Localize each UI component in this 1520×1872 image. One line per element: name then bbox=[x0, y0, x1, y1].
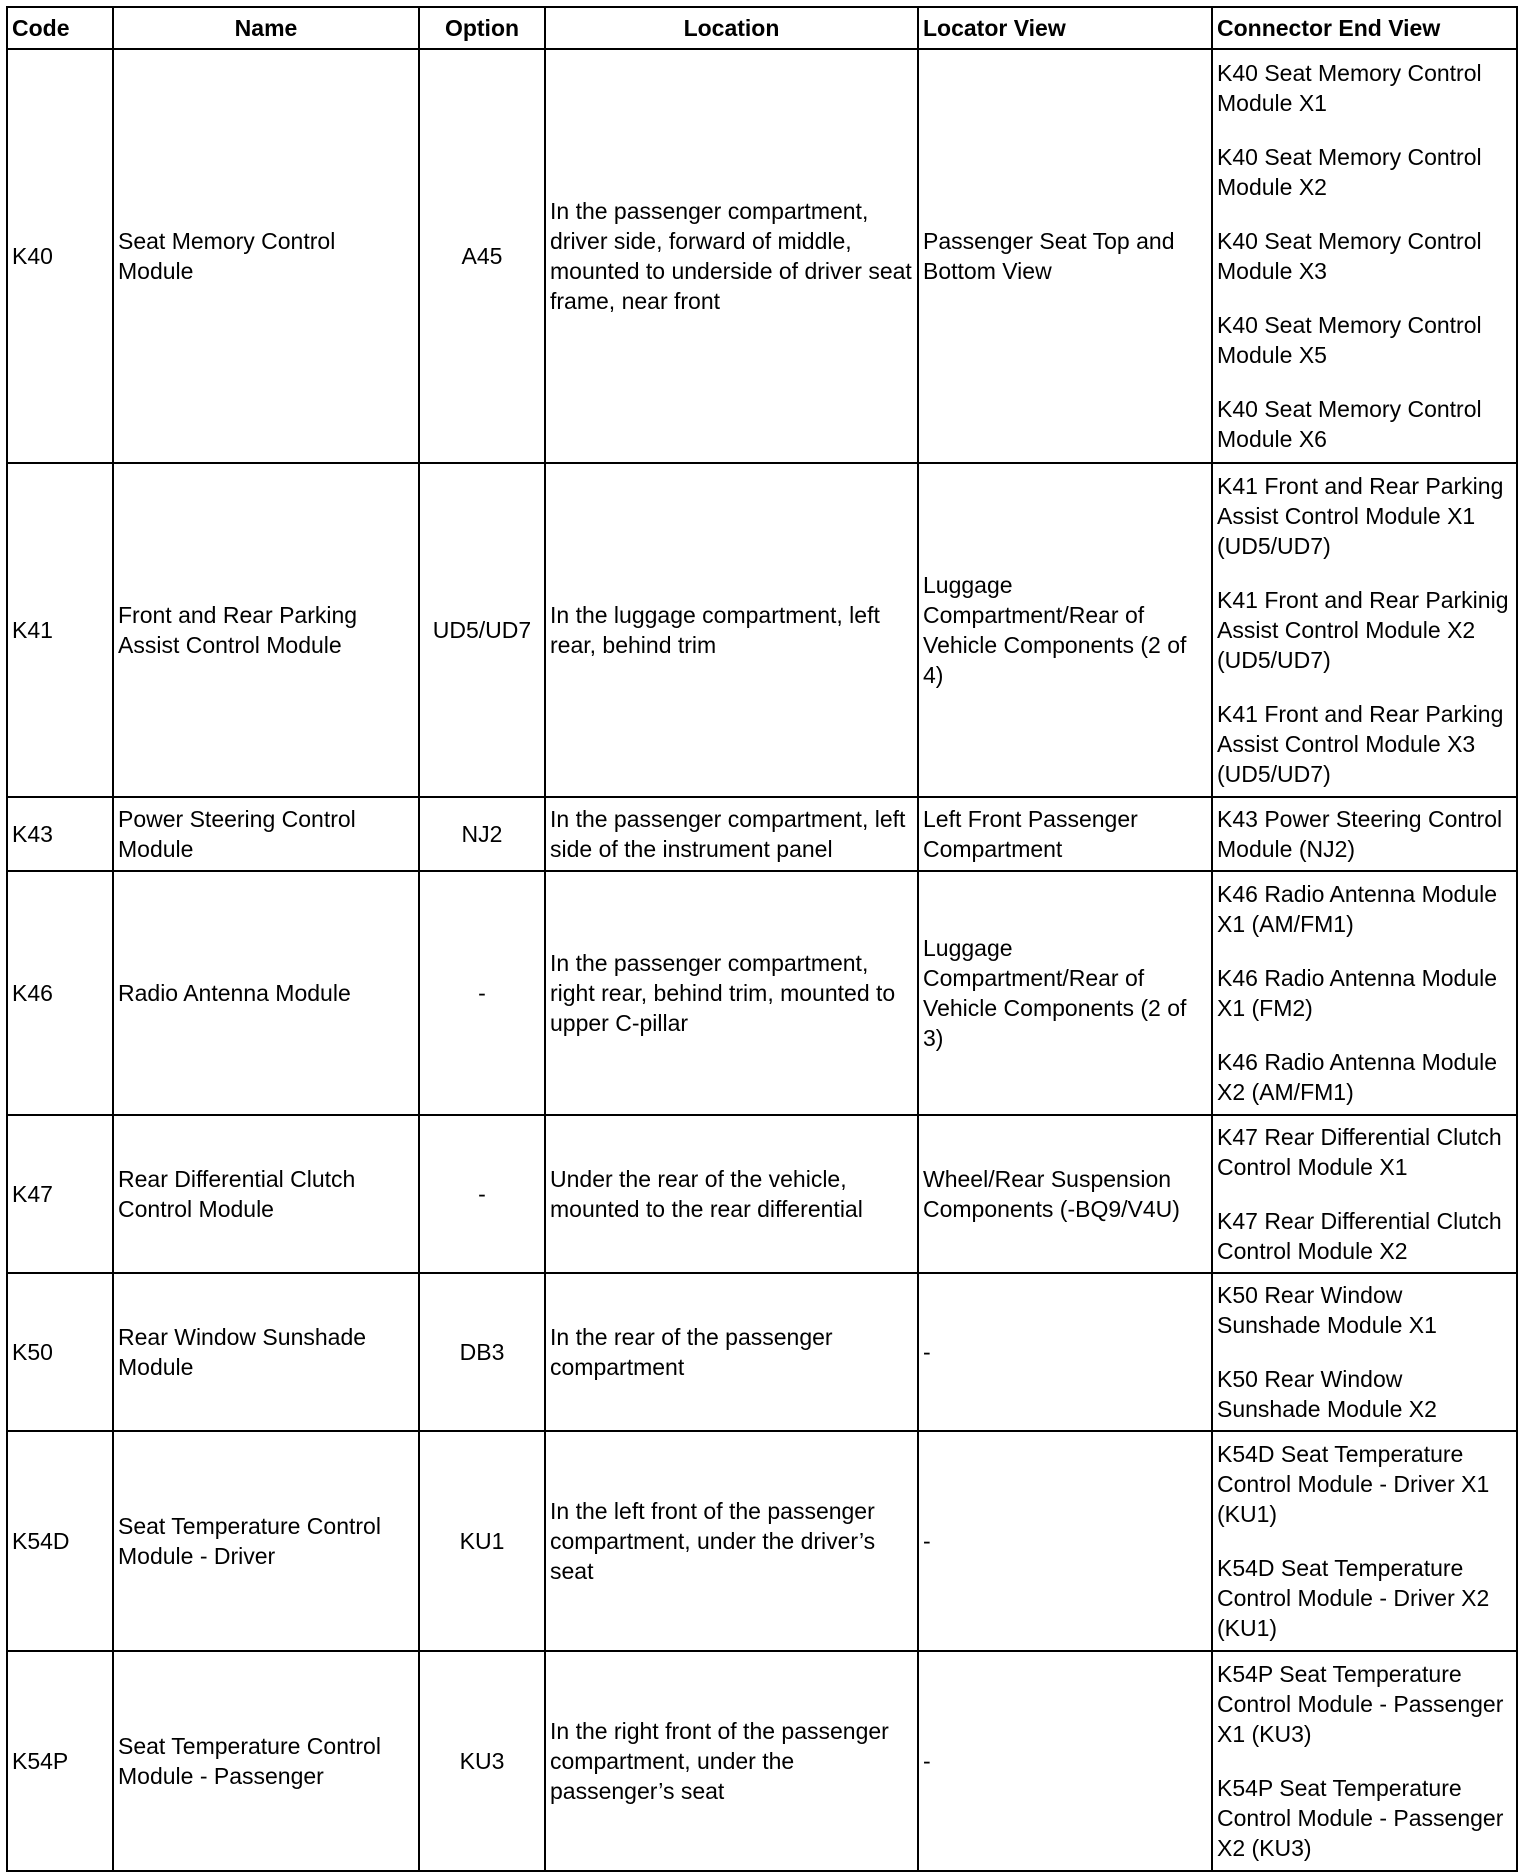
connector-item: K41 Front and Rear Parking Assist Control Module X1 (UD5/UD7) bbox=[1217, 473, 1504, 559]
connector-item: K40 Seat Memory Control Module X5 bbox=[1217, 312, 1482, 368]
cell-option: KU1 bbox=[419, 1431, 545, 1651]
cell-locator-view: Left Front Passenger Compartment bbox=[918, 797, 1212, 871]
connector-item: K50 Rear Window Sunshade Module X2 bbox=[1217, 1366, 1437, 1422]
header-row bbox=[7, 7, 1517, 49]
cell-connector-end-view bbox=[1212, 1431, 1517, 1651]
cell-location: In the rear of the passenger compartment bbox=[545, 1273, 918, 1431]
connector-item: K54D Seat Temperature Control Module - Driver X1 (KU1) bbox=[1217, 1441, 1490, 1527]
connector-item: K46 Radio Antenna Module X1 (AM/FM1) bbox=[1217, 881, 1498, 937]
connector-item: K47 Rear Differential Clutch Control Module X2 bbox=[1217, 1208, 1502, 1264]
cell-locator-view: Wheel/Rear Suspension Components (-BQ9/V4U) bbox=[918, 1115, 1212, 1273]
connector-item: K40 Seat Memory Control Module X1 bbox=[1217, 60, 1482, 116]
header-location: Location bbox=[545, 7, 918, 49]
table-row bbox=[7, 463, 1517, 797]
cell-name: Seat Memory Control Module bbox=[113, 49, 419, 463]
connector-item: K40 Seat Memory Control Module X2 bbox=[1217, 144, 1482, 200]
cell-locator-view: - bbox=[918, 1273, 1212, 1431]
table-row bbox=[7, 1115, 1517, 1273]
cell-option: KU3 bbox=[419, 1651, 545, 1871]
cell-code: K46 bbox=[7, 871, 113, 1115]
cell-locator-view: Luggage Compartment/Rear of Vehicle Components (2 of 3) bbox=[918, 871, 1212, 1115]
cell-name: Rear Window Sunshade Module bbox=[113, 1273, 419, 1431]
cell-code: K47 bbox=[7, 1115, 113, 1273]
connector-item: K46 Radio Antenna Module X2 (AM/FM1) bbox=[1217, 1049, 1498, 1105]
cell-code: K54P bbox=[7, 1651, 113, 1871]
connector-item: K46 Radio Antenna Module X1 (FM2) bbox=[1217, 965, 1498, 1021]
table-row bbox=[7, 871, 1517, 1115]
cell-option: A45 bbox=[419, 49, 545, 463]
connector-item: K54P Seat Temperature Control Module - Passenger X1 (KU3) bbox=[1217, 1661, 1504, 1747]
cell-code: K43 bbox=[7, 797, 113, 871]
table-row bbox=[7, 49, 1517, 463]
table-row bbox=[7, 1273, 1517, 1431]
cell-code: K40 bbox=[7, 49, 113, 463]
cell-locator-view: Passenger Seat Top and Bottom View bbox=[918, 49, 1212, 463]
cell-name: Seat Temperature Control Module - Passenger bbox=[113, 1651, 419, 1871]
cell-connector-end-view bbox=[1212, 797, 1517, 871]
table-row bbox=[7, 797, 1517, 871]
cell-location: In the left front of the passenger compartment, under the driver’s seat bbox=[545, 1431, 918, 1651]
cell-option: - bbox=[419, 1115, 545, 1273]
header-locator-view: Locator View bbox=[918, 7, 1212, 49]
cell-location: In the passenger compartment, right rear, behind trim, mounted to upper C-pillar bbox=[545, 871, 918, 1115]
cell-connector-end-view bbox=[1212, 49, 1517, 463]
connector-item: K41 Front and Rear Parkinig Assist Control Module X2 (UD5/UD7) bbox=[1217, 587, 1509, 673]
cell-connector-end-view bbox=[1212, 1651, 1517, 1871]
cell-connector-end-view bbox=[1212, 463, 1517, 797]
cell-option: NJ2 bbox=[419, 797, 545, 871]
cell-option: DB3 bbox=[419, 1273, 545, 1431]
cell-option: UD5/UD7 bbox=[419, 463, 545, 797]
connector-item: K47 Rear Differential Clutch Control Module X1 bbox=[1217, 1124, 1502, 1180]
cell-name: Radio Antenna Module bbox=[113, 871, 419, 1115]
connector-item: K54D Seat Temperature Control Module - Driver X2 (KU1) bbox=[1217, 1555, 1490, 1641]
connector-item: K41 Front and Rear Parking Assist Control Module X3 (UD5/UD7) bbox=[1217, 701, 1504, 787]
cell-code: K54D bbox=[7, 1431, 113, 1651]
cell-location: In the right front of the passenger compartment, under the passenger’s seat bbox=[545, 1651, 918, 1871]
connector-item: K40 Seat Memory Control Module X3 bbox=[1217, 228, 1482, 284]
connector-item: K40 Seat Memory Control Module X6 bbox=[1217, 396, 1482, 452]
cell-connector-end-view bbox=[1212, 1115, 1517, 1273]
cell-connector-end-view bbox=[1212, 1273, 1517, 1431]
cell-code: K41 bbox=[7, 463, 113, 797]
cell-code: K50 bbox=[7, 1273, 113, 1431]
cell-name: Front and Rear Parking Assist Control Module bbox=[113, 463, 419, 797]
header-code: Code bbox=[7, 7, 113, 49]
cell-option: - bbox=[419, 871, 545, 1115]
cell-location: In the passenger compartment, driver side, forward of middle, mounted to underside of driver seat frame, near front bbox=[545, 49, 918, 463]
connector-item: K50 Rear Window Sunshade Module X1 bbox=[1217, 1282, 1437, 1338]
cell-location: In the luggage compartment, left rear, behind trim bbox=[545, 463, 918, 797]
cell-locator-view: - bbox=[918, 1651, 1212, 1871]
table-row bbox=[7, 1651, 1517, 1871]
cell-locator-view: - bbox=[918, 1431, 1212, 1651]
cell-location: Under the rear of the vehicle, mounted to the rear differential bbox=[545, 1115, 918, 1273]
cell-connector-end-view bbox=[1212, 871, 1517, 1115]
cell-name: Seat Temperature Control Module - Driver bbox=[113, 1431, 419, 1651]
cell-name: Rear Differential Clutch Control Module bbox=[113, 1115, 419, 1273]
connector-item: K54P Seat Temperature Control Module - Passenger X2 (KU3) bbox=[1217, 1775, 1504, 1861]
header-connector-end-view: Connector End View bbox=[1212, 7, 1517, 49]
table-row bbox=[7, 1431, 1517, 1651]
cell-location: In the passenger compartment, left side of the instrument panel bbox=[545, 797, 918, 871]
connector-item: K43 Power Steering Control Module (NJ2) bbox=[1217, 806, 1503, 862]
cell-name: Power Steering Control Module bbox=[113, 797, 419, 871]
header-name: Name bbox=[113, 7, 419, 49]
cell-locator-view: Luggage Compartment/Rear of Vehicle Components (2 of 4) bbox=[918, 463, 1212, 797]
header-option: Option bbox=[419, 7, 545, 49]
component-locator-table bbox=[6, 6, 1518, 1872]
